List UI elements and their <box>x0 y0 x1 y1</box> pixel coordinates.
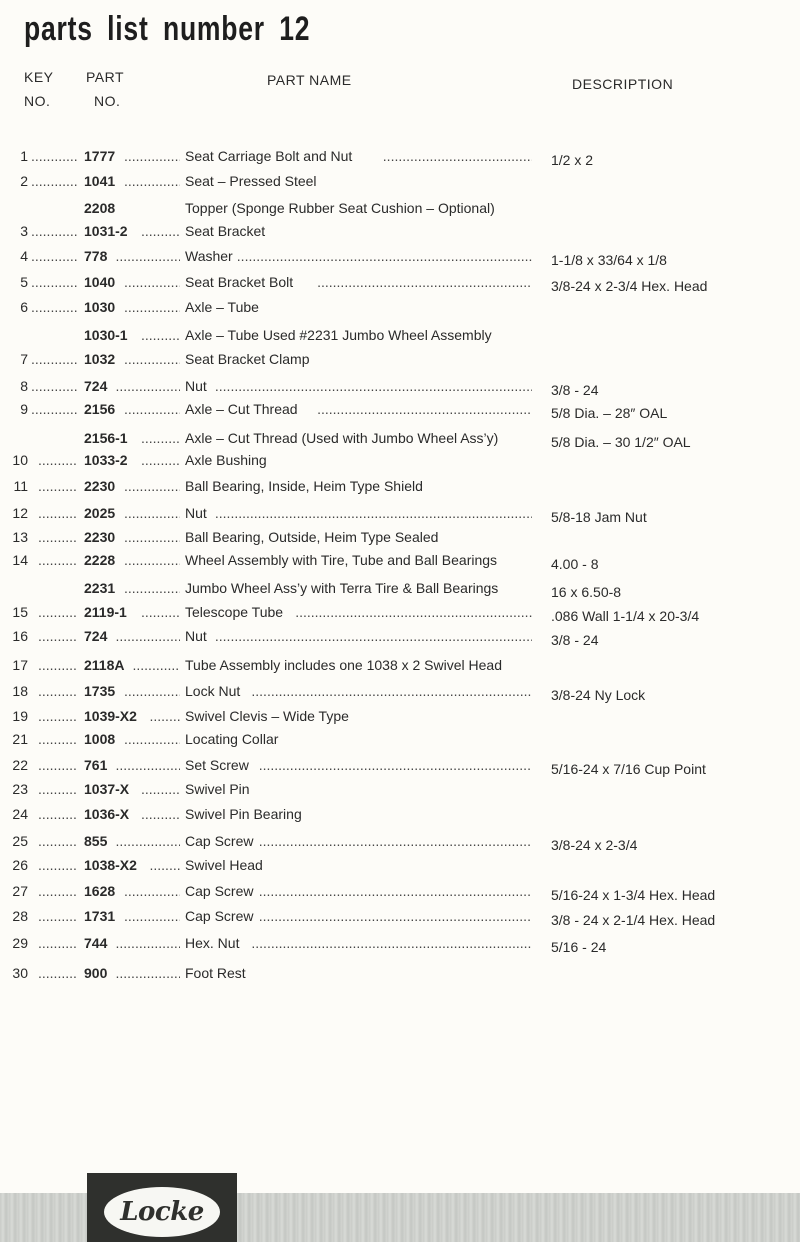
leader-dots <box>38 681 78 701</box>
header-key-no <box>24 69 54 109</box>
part-name: Telescope Tube <box>185 604 284 620</box>
part-number: 1030-1 <box>84 327 128 343</box>
leader-dots <box>124 681 180 701</box>
leader-dots <box>38 963 78 983</box>
part-description: 5/16-24 x 7/16 Cup Point <box>551 761 706 777</box>
part-description: 1/2 x 2 <box>551 152 594 168</box>
table-row <box>0 376 800 396</box>
part-number: 2118A <box>84 657 125 673</box>
part-number: 1731 <box>84 908 116 924</box>
leader-dots <box>38 550 78 570</box>
leader-dots <box>259 755 532 775</box>
part-name: Axle – Tube Used #2231 Jumbo Wheel Assembly <box>185 327 492 343</box>
leader-dots <box>38 602 78 622</box>
part-description: 5/8 Dia. – 28″ OAL <box>551 405 668 421</box>
part-number: 855 <box>84 833 108 849</box>
table-row <box>0 428 800 448</box>
table-row <box>0 297 800 317</box>
header-key-line1: KEY <box>24 69 54 85</box>
part-description: .086 Wall 1-1/4 x 20-3/4 <box>551 608 700 624</box>
part-number: 2025 <box>84 505 116 521</box>
part-name: Nut <box>185 378 207 394</box>
header-part-no <box>86 69 124 109</box>
part-description: 3/8 - 24 x 2-1/4 Hex. Head <box>551 912 716 928</box>
leader-dots <box>116 933 181 953</box>
part-number: 1008 <box>84 731 116 747</box>
leader-dots <box>116 376 181 396</box>
table-row <box>0 503 800 523</box>
table-row <box>0 779 800 799</box>
part-number: 1735 <box>84 683 116 699</box>
part-name: Seat Bracket Clamp <box>185 351 310 367</box>
table-row <box>0 399 800 419</box>
key-number: 16 <box>12 628 28 644</box>
leader-dots <box>150 706 181 726</box>
leader-dots <box>124 578 180 598</box>
table-row <box>0 729 800 749</box>
header-key-line2: NO. <box>24 93 51 109</box>
key-number: 9 <box>20 401 28 417</box>
leader-dots <box>237 246 532 266</box>
part-name: Swivel Clevis – Wide Type <box>185 708 349 724</box>
leader-dots <box>38 933 78 953</box>
leader-dots <box>38 655 78 675</box>
part-name: Ball Bearing, Outside, Heim Type Sealed <box>185 529 439 545</box>
part-number: 2208 <box>84 200 116 216</box>
table-row <box>0 906 800 926</box>
leader-dots <box>150 855 181 875</box>
leader-dots <box>124 297 180 317</box>
part-description: 3/8 - 24 <box>551 382 599 398</box>
logo-text: Locke <box>120 1197 204 1227</box>
part-name: Ball Bearing, Inside, Heim Type Shield <box>185 478 423 494</box>
part-description: 3/8-24 x 2-3/4 Hex. Head <box>551 278 708 294</box>
table-row <box>0 706 800 726</box>
key-number: 8 <box>20 378 28 394</box>
table-row <box>0 349 800 369</box>
key-number: 14 <box>12 552 28 568</box>
key-number: 1 <box>20 148 28 164</box>
part-name: Foot Rest <box>185 965 246 981</box>
table-row <box>0 272 800 292</box>
table-row <box>0 831 800 851</box>
key-number: 12 <box>12 505 28 521</box>
leader-dots <box>141 804 180 824</box>
leader-dots <box>141 221 180 241</box>
key-number: 2 <box>20 173 28 189</box>
key-number: 27 <box>12 883 28 899</box>
table-row <box>0 881 800 901</box>
table-row <box>0 325 800 345</box>
leader-dots <box>38 450 78 470</box>
key-number: 19 <box>12 708 28 724</box>
part-number: 1039-X2 <box>84 708 137 724</box>
table-row <box>0 550 800 570</box>
part-name: Locating Collar <box>185 731 279 747</box>
page-title: parts list number 12 <box>24 10 311 48</box>
part-number: 1041 <box>84 173 116 189</box>
leader-dots <box>124 906 180 926</box>
header-part-name: PART NAME <box>267 72 352 88</box>
leader-dots <box>38 626 78 646</box>
part-description: 1-1/8 x 33/64 x 1/8 <box>551 252 667 268</box>
leader-dots <box>317 399 532 419</box>
leader-dots <box>38 881 78 901</box>
table-row <box>0 221 800 241</box>
leader-dots <box>124 349 180 369</box>
part-number: 1030 <box>84 299 116 315</box>
key-number: 24 <box>12 806 28 822</box>
part-number: 1628 <box>84 883 116 899</box>
part-number: 724 <box>84 378 108 394</box>
leader-dots <box>38 503 78 523</box>
table-row <box>0 933 800 953</box>
part-name: Swivel Pin <box>185 781 250 797</box>
part-name: Jumbo Wheel Ass’y with Terra Tire & Ball Bearings <box>185 580 499 596</box>
table-row <box>0 602 800 622</box>
leader-dots <box>124 476 180 496</box>
part-name: Seat Carriage Bolt and Nut <box>185 148 353 164</box>
leader-dots <box>251 681 532 701</box>
table-row <box>0 246 800 266</box>
part-name: Axle – Cut Thread (Used with Jumbo Wheel Ass’y) <box>185 430 499 446</box>
leader-dots <box>116 831 181 851</box>
leader-dots <box>124 171 180 191</box>
leader-dots <box>124 399 180 419</box>
leader-dots <box>31 221 78 241</box>
key-number: 17 <box>12 657 28 673</box>
key-number: 13 <box>12 529 28 545</box>
leader-dots <box>116 963 181 983</box>
table-row <box>0 527 800 547</box>
leader-dots <box>251 933 532 953</box>
part-number: 724 <box>84 628 108 644</box>
part-description: 5/8-18 Jam Nut <box>551 509 647 525</box>
leader-dots <box>38 527 78 547</box>
leader-dots <box>31 146 78 166</box>
key-number: 11 <box>13 478 28 494</box>
part-name: Seat – Pressed Steel <box>185 173 317 189</box>
leader-dots <box>124 272 180 292</box>
part-name: Lock Nut <box>185 683 241 699</box>
table-row <box>0 855 800 875</box>
leader-dots <box>31 246 78 266</box>
part-number: 2228 <box>84 552 116 568</box>
key-number: 10 <box>12 452 28 468</box>
part-number: 2230 <box>84 478 116 494</box>
part-description: 5/16-24 x 1-3/4 Hex. Head <box>551 887 716 903</box>
part-number: 1037-X <box>84 781 130 797</box>
leader-dots <box>259 831 532 851</box>
leader-dots <box>31 171 78 191</box>
leader-dots <box>116 755 181 775</box>
key-number: 3 <box>20 223 28 239</box>
part-number: 1033-2 <box>84 452 128 468</box>
part-name: Axle Bushing <box>185 452 267 468</box>
part-description: 4.00 - 8 <box>551 556 599 572</box>
part-number: 1031-2 <box>84 223 128 239</box>
key-number: 4 <box>20 248 28 264</box>
header-description: DESCRIPTION <box>572 76 674 92</box>
part-description: 5/8 Dia. – 30 1/2″ OAL <box>551 434 691 450</box>
leader-dots <box>31 297 78 317</box>
table-row <box>0 655 800 675</box>
part-name: Seat Bracket Bolt <box>185 274 294 290</box>
part-description: 5/16 - 24 <box>551 939 607 955</box>
leader-dots <box>141 450 180 470</box>
table-row <box>0 450 800 470</box>
key-number: 25 <box>12 833 28 849</box>
table-row <box>0 804 800 824</box>
part-description: 16 x 6.50-8 <box>551 584 622 600</box>
leader-dots <box>38 855 78 875</box>
key-number: 29 <box>12 935 28 951</box>
leader-dots <box>38 755 78 775</box>
part-name: Nut <box>185 505 207 521</box>
table-row <box>0 963 800 983</box>
key-number: 28 <box>12 908 28 924</box>
part-name: Nut <box>185 628 207 644</box>
part-number: 900 <box>84 965 108 981</box>
part-description: 3/8-24 x 2-3/4 <box>551 837 638 853</box>
part-name: Swivel Head <box>185 857 263 873</box>
part-name: Tube Assembly includes one 1038 x 2 Swivel Head <box>185 657 502 673</box>
key-number: 26 <box>12 857 28 873</box>
part-name: Cap Screw <box>185 908 254 924</box>
part-description: 3/8 - 24 <box>551 632 599 648</box>
leader-dots <box>317 272 532 292</box>
table-row <box>0 171 800 191</box>
table-row <box>0 146 800 166</box>
leader-dots <box>38 779 78 799</box>
key-number: 23 <box>12 781 28 797</box>
leader-dots <box>141 428 180 448</box>
logo-oval <box>104 1187 220 1237</box>
table-row <box>0 578 800 598</box>
leader-dots <box>259 906 532 926</box>
part-name: Hex. Nut <box>185 935 240 951</box>
part-name: Cap Screw <box>185 883 254 899</box>
leader-dots <box>31 376 78 396</box>
part-number: 1038-X2 <box>84 857 137 873</box>
part-number: 1036-X <box>84 806 130 822</box>
part-name: Cap Screw <box>185 833 254 849</box>
leader-dots <box>215 626 532 646</box>
table-row <box>0 476 800 496</box>
key-number: 18 <box>12 683 28 699</box>
part-number: 1040 <box>84 274 116 290</box>
leader-dots <box>141 325 180 345</box>
leader-dots <box>215 376 532 396</box>
part-name: Axle – Cut Thread <box>185 401 298 417</box>
leader-dots <box>215 503 532 523</box>
part-name: Topper (Sponge Rubber Seat Cushion – Optional) <box>185 200 495 216</box>
table-row <box>0 198 800 218</box>
leader-dots <box>124 550 180 570</box>
leader-dots <box>116 246 181 266</box>
leader-dots <box>124 527 180 547</box>
leader-dots <box>124 881 180 901</box>
key-number: 30 <box>12 965 28 981</box>
leader-dots <box>31 349 78 369</box>
leader-dots <box>124 503 180 523</box>
leader-dots <box>38 476 78 496</box>
part-number: 1777 <box>84 148 116 164</box>
part-number: 2156 <box>84 401 116 417</box>
leader-dots <box>31 399 78 419</box>
table-row <box>0 681 800 701</box>
leader-dots <box>38 729 78 749</box>
part-name: Seat Bracket <box>185 223 266 239</box>
header-part-line2: NO. <box>94 93 121 109</box>
key-number: 15 <box>12 604 28 620</box>
leader-dots <box>38 831 78 851</box>
part-name: Wheel Assembly with Tire, Tube and Ball Bearings <box>185 552 498 568</box>
part-number: 778 <box>84 248 108 264</box>
brand-logo <box>87 1173 237 1242</box>
leader-dots <box>124 729 180 749</box>
leader-dots <box>295 602 532 622</box>
leader-dots <box>259 881 532 901</box>
key-number: 21 <box>12 731 28 747</box>
leader-dots <box>31 272 78 292</box>
part-number: 2230 <box>84 529 116 545</box>
leader-dots <box>383 146 532 166</box>
table-row <box>0 626 800 646</box>
part-number: 744 <box>84 935 108 951</box>
leader-dots <box>141 602 180 622</box>
leader-dots <box>141 779 180 799</box>
key-number: 7 <box>20 351 28 367</box>
leader-dots <box>124 146 180 166</box>
table-row <box>0 755 800 775</box>
part-name: Axle – Tube <box>185 299 259 315</box>
header-part-line1: PART <box>86 69 125 85</box>
part-name: Set Screw <box>185 757 249 773</box>
leader-dots <box>116 626 181 646</box>
part-number: 2119-1 <box>84 604 127 620</box>
leader-dots <box>38 906 78 926</box>
key-number: 22 <box>12 757 28 773</box>
part-number: 2156-1 <box>84 430 128 446</box>
part-number: 1032 <box>84 351 116 367</box>
part-number: 2231 <box>84 580 116 596</box>
leader-dots <box>38 804 78 824</box>
key-number: 6 <box>20 299 28 315</box>
part-name: Washer <box>185 248 233 264</box>
part-description: 3/8-24 Ny Lock <box>551 687 646 703</box>
part-name: Swivel Pin Bearing <box>185 806 302 822</box>
part-number: 761 <box>84 757 108 773</box>
leader-dots <box>38 706 78 726</box>
key-number: 5 <box>20 274 28 290</box>
leader-dots <box>133 655 181 675</box>
